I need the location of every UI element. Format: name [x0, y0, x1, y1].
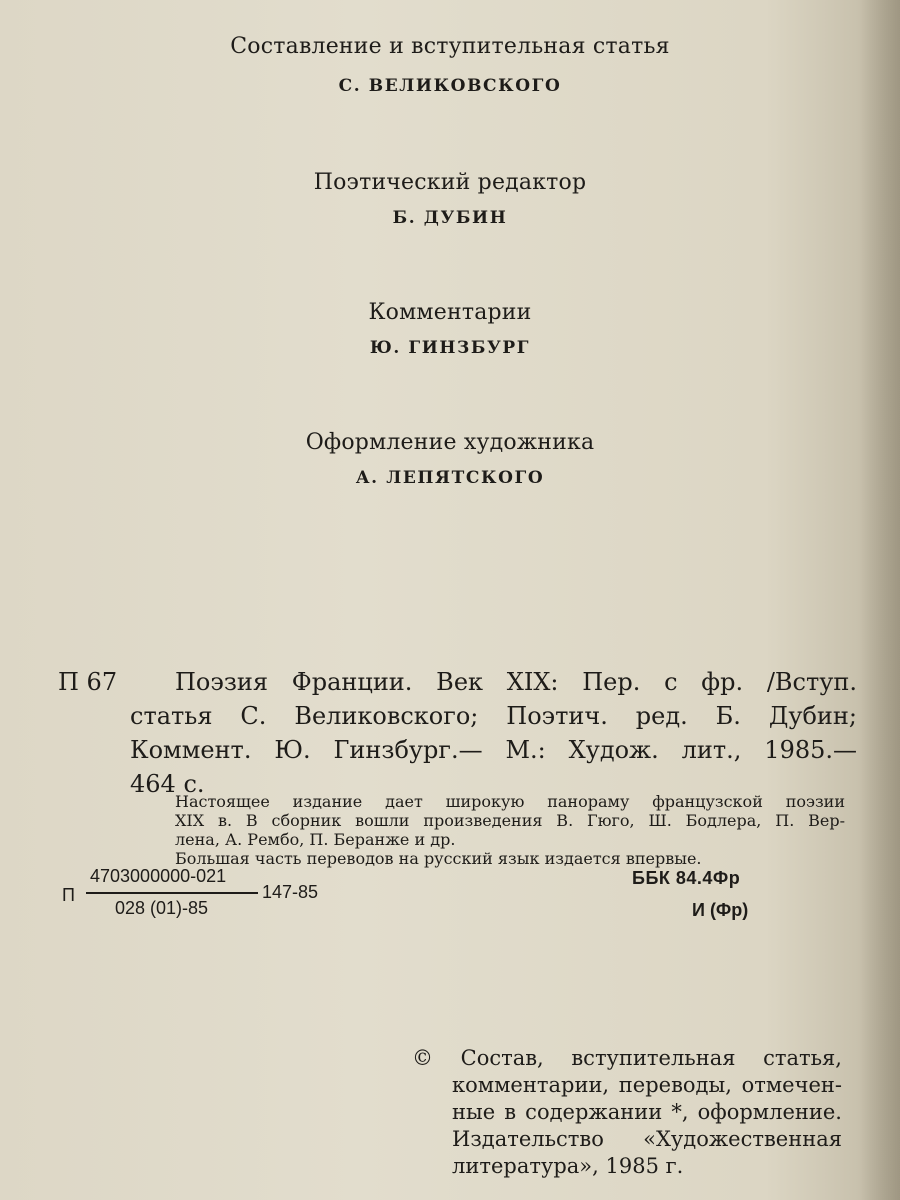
comments-name: Ю. ГИНЗБУРГ	[369, 338, 531, 358]
code-denominator: 028 (01)-85	[115, 898, 209, 918]
annotation-line-4: Большая часть переводов на русский язык издается впервые.	[175, 849, 702, 868]
catalog-line-1: Поэзия Франции. Век XIX: Пер. с фр. /Вступ.	[175, 668, 857, 696]
catalog-line-4: 464 с.	[130, 770, 205, 798]
design-name: А. ЛЕПЯТСКОГО	[355, 468, 545, 488]
editor-name: Б. ДУБИН	[392, 208, 508, 228]
annotation-line-2: XIX в. В сборник вошли произведения В. Гюго, Ш. Бодлера, П. Вер-	[175, 811, 845, 830]
copyright-line-2: комментарии, переводы, отмечен-	[452, 1073, 842, 1097]
copyright-line-3: ные в содержании *, оформление.	[452, 1100, 842, 1124]
annotation-line-3: лена, А. Рембо, П. Беранже и др.	[175, 830, 456, 849]
code-fraction-bar	[86, 892, 258, 894]
editor-role: Поэтический редактор	[313, 170, 587, 195]
copyright-line-5: литература», 1985 г.	[452, 1154, 684, 1178]
code-letter: П	[62, 885, 75, 905]
copyright-line-4: Издательство «Художественная	[452, 1127, 842, 1151]
catalog-index: П 67	[58, 668, 118, 696]
code-suffix: 147-85	[262, 882, 319, 902]
design-role: Оформление художника	[305, 430, 595, 455]
bbk-code: ББК 84.4Фр	[632, 868, 741, 888]
code-numerator: 4703000000-021	[90, 866, 227, 886]
catalog-line-3: Коммент. Ю. Гинзбург.— М.: Худож. лит., 1985.—	[130, 736, 857, 764]
copyright-line-1: © Состав, вступительная статья,	[412, 1046, 842, 1070]
classification-code: И (Фр)	[692, 900, 749, 920]
compilation-role: Составление и вступительная статья	[230, 34, 670, 59]
comments-role: Комментарии	[368, 300, 532, 325]
annotation-line-1: Настоящее издание дает широкую панораму французской поэзии	[175, 792, 845, 811]
catalog-line-2: статья С. Великовского; Поэтич. ред. Б. Дубин;	[130, 702, 857, 730]
compilation-name: С. ВЕЛИКОВСКОГО	[338, 76, 562, 96]
